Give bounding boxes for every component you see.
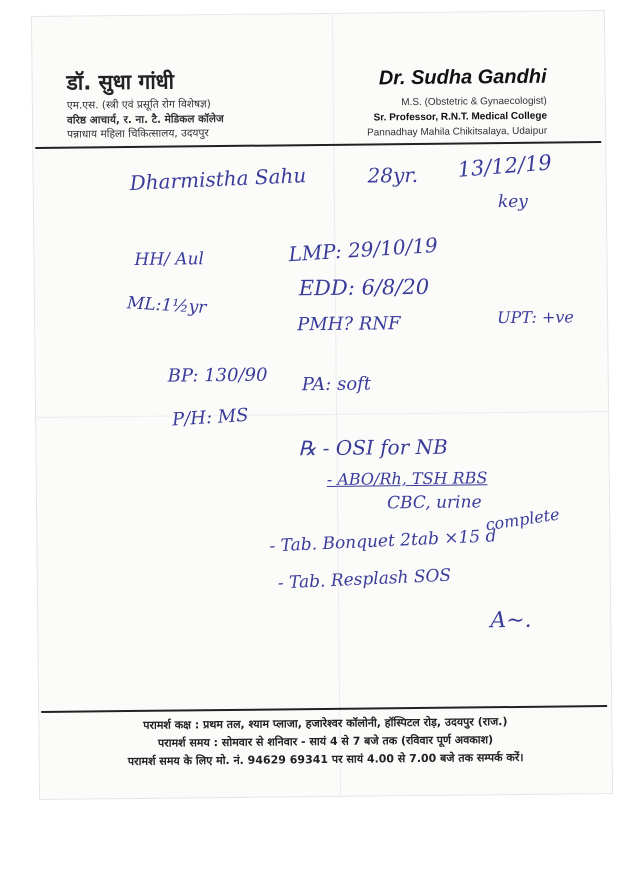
qualification-english: M.S. (Obstetric & Gynaecologist) [401,95,547,109]
note-ml: ML:1½yr [126,293,207,318]
doctor-name-english: Dr. Sudha Gandhi [378,65,547,90]
designation-english: Sr. Professor, R.N.T. Medical College [373,110,548,124]
date-mark: key [497,191,528,213]
hospital-english: Pannadhay Mahila Chikitsalaya, Udaipur [366,125,548,139]
paper-fold-vertical [332,14,341,796]
note-upt: UPT: +ve [496,307,574,328]
note-tablet-2: - Tab. Resplash SOS [277,565,452,594]
hospital-hindi: पन्नाधाय महिला चिकित्सालय, उदयपुर [67,127,209,141]
patient-age: 28yr. [367,162,419,188]
note-pmh: PMH? RNF [297,313,401,336]
qualification-hindi: एम.एस. (स्त्री एवं प्रसूति रोग विशेषज्ञ) [66,98,211,112]
patient-name: Dharmistha Sahu [129,163,307,196]
note-history: HH/ Aul [134,249,205,270]
designation-hindi: वरिष्ठ आचार्य, र. ना. टै. मेडिकल कॉलेज [66,113,224,127]
footer-address: परामर्श कक्ष : प्रथम तल, श्याम प्लाजा, हजारेश्वर कॉलोनी, हॉस्पिटल रोड़, उदयपुर (राज.) [143,715,508,732]
footer-contact: परामर्श समय के लिए मो. नं. 94629 69341 पर सायं 4.00 से 7.00 बजे तक सम्पर्क करें। [127,750,524,769]
doctor-name-hindi: डॉ. सुधा गांधी [66,69,175,95]
note-tests-1: - ABO/Rh, TSH RBS [326,468,488,489]
note-pa: PA: soft [301,373,372,396]
note-bp: BP: 130/90 [167,364,268,387]
footer-divider [41,705,607,713]
note-tablet-1: - Tab. Bonquet 2tab ×15 d [269,526,497,557]
note-rx: ℞ - OSI for NB [298,434,448,461]
note-edd: EDD: 6/8/20 [298,274,430,301]
doctor-signature: A~. [490,607,532,634]
footer-timings: परामर्श समय : सोमवार से शनिवार - सायं 4 से 7 बजे तक (रविवार पूर्ण अवकाश) [157,733,494,750]
paper-fold-horizontal [36,411,608,418]
note-ph: P/H: MS [171,404,250,431]
note-tests-2: CBC, urine [386,492,482,514]
prescription-sheet [32,11,612,799]
header-divider [35,141,601,149]
visit-date: 13/12/19 [456,150,553,182]
note-lmp: LMP: 29/10/19 [287,232,439,267]
note-tests-3: complete [484,504,561,535]
